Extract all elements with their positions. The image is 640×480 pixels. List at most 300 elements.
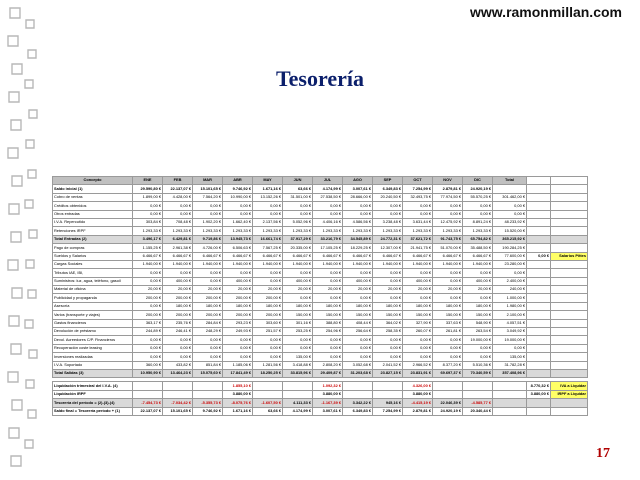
table-cell: 0,00 €	[163, 269, 193, 277]
table-cell: 1.293,33 €	[463, 227, 493, 235]
table-cell: 4.057,51 €	[493, 319, 527, 327]
table-cell: 0,00 €	[373, 336, 403, 344]
table-cell: 20.340,44 €	[463, 407, 493, 415]
table-cell: 2.879,81 €	[403, 407, 433, 415]
table-cell: 27.538,50 €	[313, 193, 343, 201]
table-cell: 6.466,67 €	[193, 252, 223, 260]
table-cell: 20,00 €	[403, 286, 433, 294]
column-header: AGO	[343, 177, 373, 185]
table-cell	[283, 382, 313, 390]
table-cell: 0,00 €	[463, 344, 493, 352]
table-row	[53, 399, 588, 407]
table-row	[53, 235, 588, 243]
table-cell: 0,00 €	[193, 269, 223, 277]
table-cell: 851,84 €	[193, 361, 223, 369]
table-cell: -4.585,77 €	[463, 399, 493, 407]
site-url[interactable]: www.ramonmillan.com	[470, 4, 622, 20]
table-cell	[493, 382, 527, 390]
table-cell: 17.105,25 €	[313, 244, 343, 252]
table-cell: 1.293,33 €	[193, 227, 223, 235]
table-cell: 7.567,25 €	[253, 244, 283, 252]
table-cell	[133, 390, 163, 398]
table-cell: 1.281,56 €	[253, 361, 283, 369]
side-value	[527, 202, 551, 210]
table-cell: 0,00 €	[313, 269, 343, 277]
table-cell: 20,00 €	[163, 286, 193, 294]
table-cell: 0,00 €	[373, 202, 403, 210]
side-value	[527, 302, 551, 310]
table-cell: 55.570,25 €	[463, 193, 493, 201]
table-cell: 327,90 €	[403, 319, 433, 327]
table-cell: 20,00 €	[463, 286, 493, 294]
table-row	[53, 193, 588, 201]
table-cell	[493, 185, 527, 193]
table-cell: 63,66 €	[283, 185, 313, 193]
table-cell: 0,00 €	[373, 210, 403, 218]
table-cell: 24.920,19 €	[463, 185, 493, 193]
side-value	[527, 294, 551, 302]
table-cell: 135,00 €	[283, 353, 313, 361]
side-label	[551, 218, 588, 226]
table-cell: 0,00 €	[433, 269, 463, 277]
side-label	[551, 277, 588, 285]
table-cell: 200,00 €	[223, 311, 253, 319]
row-label: Cargas Sociales	[53, 260, 133, 268]
column-header: SEP	[373, 177, 403, 185]
table-cell: -8.075,76 €	[223, 399, 253, 407]
table-cell: 3.631,44 €	[403, 218, 433, 226]
table-cell: 4.406,16 €	[313, 218, 343, 226]
table-cell: 0,00 €	[493, 269, 527, 277]
table-cell: 0,00 €	[373, 294, 403, 302]
table-cell: 0,00 €	[223, 344, 253, 352]
table-cell: 0,00 €	[253, 336, 283, 344]
table-cell: 400,00 €	[343, 277, 373, 285]
table-cell: -7.454,73 €	[133, 399, 163, 407]
table-cell: 5.052,96 €	[283, 218, 313, 226]
side-label	[551, 319, 588, 327]
table-cell: 303,60 €	[253, 319, 283, 327]
table-cell: 0,00 €	[343, 210, 373, 218]
table-cell: 0,00 €	[313, 277, 343, 285]
table-cell: 70.340,59 €	[463, 369, 493, 377]
table-cell: 0,00 €	[283, 269, 313, 277]
table-cell: 0,00 €	[403, 353, 433, 361]
table-cell: 6.506,63 €	[223, 244, 253, 252]
side-value	[527, 269, 551, 277]
row-label: Devol. Acreedores C/P. Financieros	[53, 336, 133, 344]
table-cell: 0,00 €	[433, 277, 463, 285]
table-cell: 8.891,24 €	[463, 218, 493, 226]
column-header: Concepto	[53, 177, 133, 185]
table-cell: 6.466,67 €	[163, 252, 193, 260]
table-cell: 0,00 €	[193, 202, 223, 210]
table-cell: 0,00 €	[133, 344, 163, 352]
table-cell: 0,00 €	[313, 344, 343, 352]
table-cell: 6.466,67 €	[253, 252, 283, 260]
table-cell: 1.092,32 €	[313, 382, 343, 390]
table-cell: 249,93 €	[223, 328, 253, 336]
column-header: JUN	[283, 177, 313, 185]
table-cell: 23.827,15 €	[373, 369, 403, 377]
table-cell: 37.621,72 €	[403, 235, 433, 243]
table-cell: 365.215,92 €	[493, 235, 527, 243]
table-cell: 301,16 €	[283, 319, 313, 327]
table-cell: 15.101,65 €	[193, 185, 223, 193]
table-cell: 3.007,61 €	[343, 185, 373, 193]
table-cell: 1.293,33 €	[313, 227, 343, 235]
table-cell: 15.075,60 €	[193, 369, 223, 377]
side-value: 8.770,32 €	[527, 382, 551, 390]
table-cell: 15.101,65 €	[163, 407, 193, 415]
table-row	[53, 344, 588, 352]
table-cell: 1.940,00 €	[283, 260, 313, 268]
side-label	[551, 244, 588, 252]
table-cell	[433, 390, 463, 398]
side-label: IVA a Liquidar	[551, 382, 588, 390]
table-cell: 29.409,87 €	[313, 369, 343, 377]
table-cell: 1.293,33 €	[343, 227, 373, 235]
table-row	[53, 319, 588, 327]
table-cell: 0,00 €	[373, 344, 403, 352]
row-label: Inversiones realizadas	[53, 353, 133, 361]
table-cell: 0,00 €	[313, 202, 343, 210]
column-header: ENE	[133, 177, 163, 185]
table-cell: 200,00 €	[193, 311, 223, 319]
table-cell: 400,00 €	[163, 277, 193, 285]
table-cell	[493, 399, 527, 407]
table-cell: 1.293,33 €	[133, 227, 163, 235]
side-label	[551, 353, 588, 361]
table-cell: 0,00 €	[313, 353, 343, 361]
table-cell: 408,44 €	[343, 319, 373, 327]
table-cell: 945,16 €	[373, 399, 403, 407]
table-cell: -1.607,50 €	[253, 399, 283, 407]
table-cell: 3.880,00 €	[313, 390, 343, 398]
table-cell: 0,00 €	[163, 336, 193, 344]
side-value	[527, 218, 551, 226]
table-cell: 20.335,00 €	[283, 244, 313, 252]
table-cell: 6.466,67 €	[463, 252, 493, 260]
table-cell: 24.920,19 €	[433, 407, 463, 415]
table-cell: 433,82 €	[163, 361, 193, 369]
table-cell: 33.815,96 €	[283, 369, 313, 377]
table-cell: 4.586,56 €	[343, 218, 373, 226]
side-value	[527, 193, 551, 201]
table-cell: 32.493,75 €	[403, 193, 433, 201]
table-cell: 0,00 €	[403, 336, 433, 344]
table-cell: 19.000,00 €	[463, 336, 493, 344]
table-cell: 260,07 €	[403, 328, 433, 336]
table-cell: 21.941,75 €	[403, 244, 433, 252]
side-label	[551, 399, 588, 407]
table-row	[53, 252, 588, 260]
side-value	[527, 244, 551, 252]
table-cell: 6.466,67 €	[313, 252, 343, 260]
table-cell: 150,00 €	[373, 311, 403, 319]
treasury-spreadsheet	[52, 176, 588, 416]
table-cell: 0,00 €	[403, 269, 433, 277]
table-cell	[193, 382, 223, 390]
table-cell: 4.326,00 €	[403, 382, 433, 390]
table-cell: 3.049,92 €	[493, 328, 527, 336]
table-cell: 400,00 €	[463, 277, 493, 285]
table-cell: 20,00 €	[133, 286, 163, 294]
table-cell: 3.052,68 €	[343, 361, 373, 369]
row-label: Saldo inicial (1)	[53, 185, 133, 193]
row-label: Gastos financieros	[53, 319, 133, 327]
table-cell: 0,00 €	[133, 336, 163, 344]
table-cell: 1.940,00 €	[163, 260, 193, 268]
table-cell: 284,84 €	[193, 319, 223, 327]
table-cell: 6.429,81 €	[163, 235, 193, 243]
table-cell: 6.466,67 €	[223, 252, 253, 260]
table-cell: 3.880,00 €	[403, 390, 433, 398]
table-cell: 31.782,28 €	[493, 361, 527, 369]
table-cell: 0,00 €	[373, 269, 403, 277]
empty-cell	[551, 177, 588, 185]
column-header: OCT	[403, 177, 433, 185]
table-cell: 3.496,17 €	[133, 235, 163, 243]
side-value: 3.880,00 €	[527, 390, 551, 398]
table-cell: 548,90 €	[463, 319, 493, 327]
table-cell: 51.070,00 €	[433, 244, 463, 252]
table-row	[53, 202, 588, 210]
table-cell: 6.466,67 €	[403, 252, 433, 260]
table-cell: 20,00 €	[313, 286, 343, 294]
table-cell	[283, 390, 313, 398]
table-cell: 22.137,07 €	[133, 407, 163, 415]
page-title: Tesorería	[276, 66, 364, 91]
table-row	[53, 311, 588, 319]
table-cell: 18.229,25 €	[343, 244, 373, 252]
table-cell: 19.000,00 €	[493, 336, 527, 344]
table-cell: 1.293,33 €	[163, 227, 193, 235]
table-cell: 1.293,33 €	[253, 227, 283, 235]
table-cell: 0,00 €	[193, 336, 223, 344]
table-cell: 0,00 €	[343, 353, 373, 361]
table-row	[53, 361, 588, 369]
row-label: Devolución de préstamo	[53, 328, 133, 336]
side-label	[551, 202, 588, 210]
table-row	[53, 294, 588, 302]
side-label	[551, 361, 588, 369]
table-cell: 0,00 €	[163, 210, 193, 218]
column-header: Total	[493, 177, 527, 185]
table-cell: 0,00 €	[433, 294, 463, 302]
row-label: Cobro de ventas	[53, 193, 133, 201]
table-row	[53, 218, 588, 226]
table-cell: 400,00 €	[403, 277, 433, 285]
table-cell: 91.743,75 €	[433, 235, 463, 243]
side-label	[551, 311, 588, 319]
row-label: Recuperación coste leasing	[53, 344, 133, 352]
table-cell: 13.152,26 €	[253, 193, 283, 201]
table-cell: 77.600,00 €	[493, 252, 527, 260]
table-cell: 0,00 €	[253, 277, 283, 285]
side-label	[551, 294, 588, 302]
table-cell: 1.671,16 €	[223, 407, 253, 415]
side-value	[527, 369, 551, 377]
side-value	[527, 227, 551, 235]
table-cell: 24.772,31 €	[373, 235, 403, 243]
table-cell: 0,00 €	[463, 210, 493, 218]
table-cell: 180,00 €	[313, 302, 343, 310]
table-cell: 35.488,50 €	[463, 244, 493, 252]
table-cell: 200,00 €	[133, 294, 163, 302]
table-cell: 3.007,61 €	[313, 407, 343, 415]
column-header: FEB	[163, 177, 193, 185]
table-cell: 0,00 €	[463, 294, 493, 302]
table-cell: 0,00 €	[463, 269, 493, 277]
row-label: Varios (transporte y viajes)	[53, 311, 133, 319]
row-label: I.V.A. Soportado	[53, 361, 133, 369]
table-cell: 235,76 €	[163, 319, 193, 327]
side-value	[527, 286, 551, 294]
row-label: Tributos IAE, IBI,	[53, 269, 133, 277]
table-cell: 1.940,00 €	[433, 260, 463, 268]
table-cell: 251,57 €	[253, 328, 283, 336]
empty-cell	[527, 177, 551, 185]
table-cell: 180,00 €	[253, 302, 283, 310]
side-label	[551, 344, 588, 352]
table-cell: 254,96 €	[313, 328, 343, 336]
table-cell: 0,00 €	[163, 344, 193, 352]
row-label: Total Entradas (2)	[53, 235, 133, 243]
table-cell: 253,25 €	[283, 328, 313, 336]
table-cell: -1.167,39 €	[313, 399, 343, 407]
table-cell: 1.940,00 €	[343, 260, 373, 268]
table-cell: 23.831,91 €	[403, 369, 433, 377]
table-cell: 10.950,90 €	[133, 369, 163, 377]
table-cell: 1.185,06 €	[223, 361, 253, 369]
table-cell: 360,00 €	[133, 361, 163, 369]
table-cell: 0,00 €	[223, 353, 253, 361]
table-cell: 69.697,37 €	[433, 369, 463, 377]
table-cell: 0,00 €	[133, 302, 163, 310]
table-cell: 180,00 €	[433, 302, 463, 310]
table-cell: 200,00 €	[223, 294, 253, 302]
table-cell: 10.990,00 €	[223, 193, 253, 201]
table-cell: 0,00 €	[133, 353, 163, 361]
table-cell: 180,00 €	[283, 302, 313, 310]
table-cell: 1.293,33 €	[433, 227, 463, 235]
table-cell: 200,00 €	[163, 311, 193, 319]
side-value	[527, 210, 551, 218]
table-cell: 0,00 €	[313, 294, 343, 302]
table-cell: 1.293,33 €	[373, 227, 403, 235]
table-cell: 0,00 €	[193, 353, 223, 361]
side-value	[527, 336, 551, 344]
row-label: Otros entradas	[53, 210, 133, 218]
table-cell: 9.746,92 €	[193, 407, 223, 415]
table-cell: 0,00 €	[253, 353, 283, 361]
table-cell: 180,00 €	[343, 302, 373, 310]
column-header: NOV	[433, 177, 463, 185]
table-cell: 150,00 €	[433, 311, 463, 319]
table-cell: 0,00 €	[133, 269, 163, 277]
table-cell: 256,64 €	[343, 328, 373, 336]
side-label	[551, 269, 588, 277]
table-cell: 0,00 €	[463, 353, 493, 361]
table-cell: 12.307,00 €	[373, 244, 403, 252]
table-cell: 0,00 €	[403, 202, 433, 210]
column-header: DIC	[463, 177, 493, 185]
table-row	[53, 260, 588, 268]
table-cell: 2.400,00 €	[493, 277, 527, 285]
table-cell: 20,00 €	[283, 286, 313, 294]
row-label: Sueldos y Salarios	[53, 252, 133, 260]
table-cell: 0,00 €	[283, 294, 313, 302]
table-cell: 3.418,88 €	[283, 361, 313, 369]
table-cell: 1.980,00 €	[493, 302, 527, 310]
table-cell: 180,00 €	[463, 302, 493, 310]
table-cell: 0,00 €	[253, 210, 283, 218]
table-cell: 1.855,10 €	[223, 382, 253, 390]
table-cell: 0,00 €	[313, 210, 343, 218]
side-label	[551, 227, 588, 235]
table-cell: 200,00 €	[193, 294, 223, 302]
table-cell: 1.902,20 €	[193, 218, 223, 226]
table-cell: 0,00 €	[403, 294, 433, 302]
table-cell: 9.746,92 €	[223, 185, 253, 193]
row-label: Asesoría	[53, 302, 133, 310]
table-cell: 303,84 €	[133, 218, 163, 226]
table-cell	[463, 382, 493, 390]
table-cell: 2.137,56 €	[253, 218, 283, 226]
column-header: MAR	[193, 177, 223, 185]
table-cell: 200,00 €	[163, 294, 193, 302]
table-cell: 7.564,20 €	[193, 193, 223, 201]
table-cell: 708,48 €	[163, 218, 193, 226]
table-cell	[193, 390, 223, 398]
table-cell: 31.501,00 €	[283, 193, 313, 201]
table-cell: 4.174,99 €	[283, 407, 313, 415]
side-label	[551, 235, 588, 243]
table-cell: 1.940,00 €	[463, 260, 493, 268]
table-cell: 20,00 €	[193, 286, 223, 294]
table-cell: 1.940,00 €	[373, 260, 403, 268]
table-cell	[493, 390, 527, 398]
table-cell: 0,00 €	[163, 353, 193, 361]
table-cell: 6.466,67 €	[133, 252, 163, 260]
side-value: 0,00 €	[527, 252, 551, 260]
table-cell: 5.510,36 €	[463, 361, 493, 369]
table-cell: 1.940,00 €	[403, 260, 433, 268]
table-row	[53, 210, 588, 218]
side-value	[527, 277, 551, 285]
side-value	[527, 399, 551, 407]
table-cell: 2.808,20 €	[313, 361, 343, 369]
page-number: 17	[596, 446, 610, 461]
table-cell: -4.415,19 €	[403, 399, 433, 407]
table-cell: 4.174,99 €	[313, 185, 343, 193]
table-cell: 337,63 €	[433, 319, 463, 327]
table-row	[53, 286, 588, 294]
table-cell: 23.280,00 €	[493, 260, 527, 268]
row-label: Material de oficina	[53, 286, 133, 294]
table-cell: 1.940,00 €	[193, 260, 223, 268]
table-cell: 180,00 €	[403, 302, 433, 310]
table-cell: 4.726,00 €	[193, 244, 223, 252]
table-row	[53, 277, 588, 285]
column-header: ABR	[223, 177, 253, 185]
table-cell: 63,66 €	[253, 407, 283, 415]
table-cell: 0,00 €	[343, 269, 373, 277]
table-cell: 20,00 €	[223, 286, 253, 294]
table-cell: 0,00 €	[223, 202, 253, 210]
side-label	[551, 260, 588, 268]
